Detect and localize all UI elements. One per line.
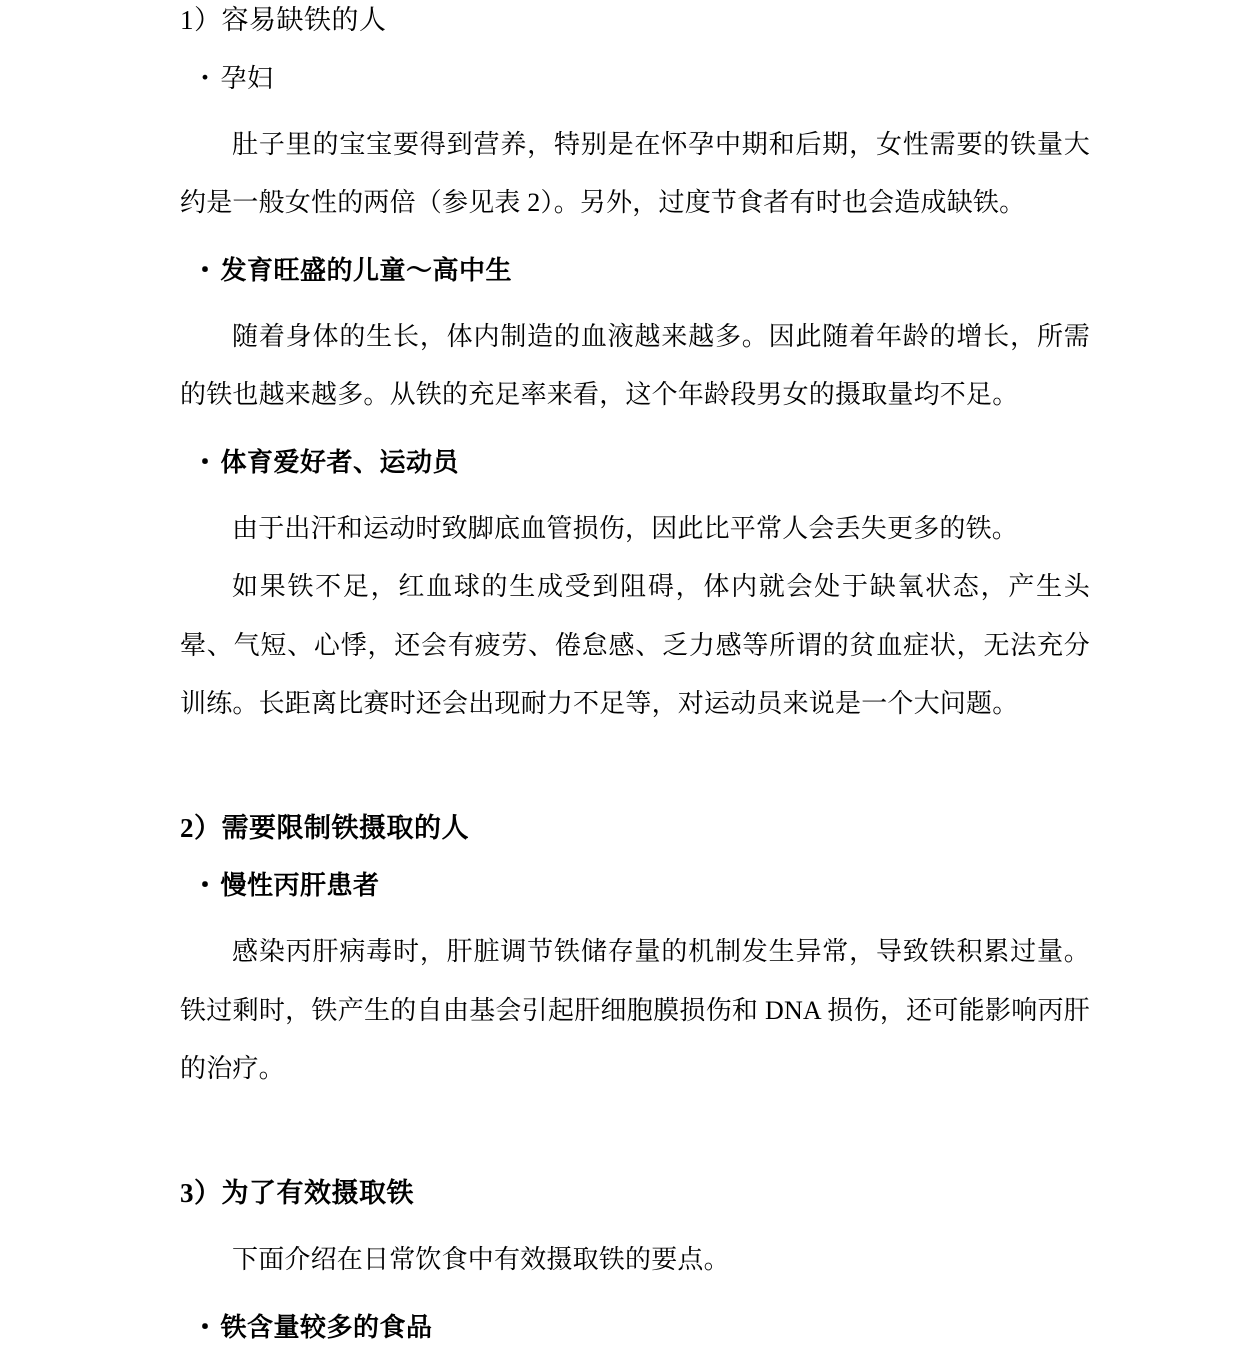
paragraph-children: 随着身体的生长，体内制造的血液越来越多。因此随着年龄的增长，所需的铁也越来越多。从铁的充足率来看，这个年龄段男女的摄取量均不足。 [180, 321, 1090, 409]
subheading-pregnant [180, 59, 1090, 98]
sub-heading-label: 体育爱好者、运动员 [220, 447, 460, 477]
bullet-icon: ・ [192, 1312, 219, 1342]
vertical-spacer [180, 482, 1090, 500]
paragraph-intro-3: 下面介绍在日常饮食中有效摄取铁的要点。 [232, 1245, 730, 1274]
paragraph-athletes-2: 如果铁不足，红血球的生成受到阻碍，体内就会处于缺氧状态，产生头晕、气短、心悸，还会有疲劳、倦怠感、乏力感等所谓的贫血症状，无法充分训练。长距离比赛时还会出现耐力不足等，对运动员来说是一个大问题。 [180, 572, 1090, 718]
vertical-spacer [180, 1290, 1090, 1308]
subheading-athletes [180, 443, 1090, 482]
bullet-icon: ・ [192, 871, 219, 900]
section-3-heading: 3）为了有效摄取铁 [180, 1177, 414, 1208]
bullet-icon: ・ [192, 447, 219, 477]
subheading-hepatitis [180, 866, 1090, 905]
vertical-spacer [180, 41, 1090, 59]
vertical-spacer [180, 425, 1090, 443]
bullet-icon: ・ [192, 63, 219, 93]
sub-heading-label: 慢性丙肝患者 [220, 871, 380, 900]
vertical-spacer [180, 98, 1090, 116]
section-1-heading: 1）容易缺铁的人 [180, 5, 387, 35]
vertical-spacer [180, 1213, 1090, 1231]
sub-heading-label: 发育旺盛的儿童～高中生 [220, 255, 513, 285]
vertical-spacer [180, 1099, 1090, 1173]
document-body [180, 0, 1090, 1347]
paragraph-pregnant: 肚子里的宝宝要得到营养，特别是在怀孕中期和后期，女性需要的铁量大约是一般女性的两倍（参见表 2）。另外，过度节食者有时也会造成缺铁。 [180, 129, 1090, 217]
subheading-iron-rich-foods [180, 1308, 1090, 1347]
vertical-spacer [180, 290, 1090, 308]
subheading-children [180, 251, 1090, 290]
sub-heading-label: 孕妇 [220, 63, 274, 93]
sub-heading-label: 铁含量较多的食品 [220, 1312, 433, 1342]
vertical-spacer [180, 848, 1090, 866]
vertical-spacer [180, 233, 1090, 251]
paragraph-athletes-1: 由于出汗和运动时致脚底血管损伤，因此比平常人会丢失更多的铁。 [232, 513, 1019, 543]
section-2-heading: 2）需要限制铁摄取的人 [180, 812, 469, 843]
vertical-spacer [180, 734, 1090, 808]
paragraph-hepatitis: 感染丙肝病毒时，肝脏调节铁储存量的机制发生异常，导致铁积累过量。铁过剩时，铁产生的自由基会引起肝细胞膜损伤和 DNA 损伤，还可能影响丙肝的治疗。 [180, 937, 1090, 1083]
bullet-icon: ・ [192, 255, 219, 285]
vertical-spacer [180, 905, 1090, 923]
